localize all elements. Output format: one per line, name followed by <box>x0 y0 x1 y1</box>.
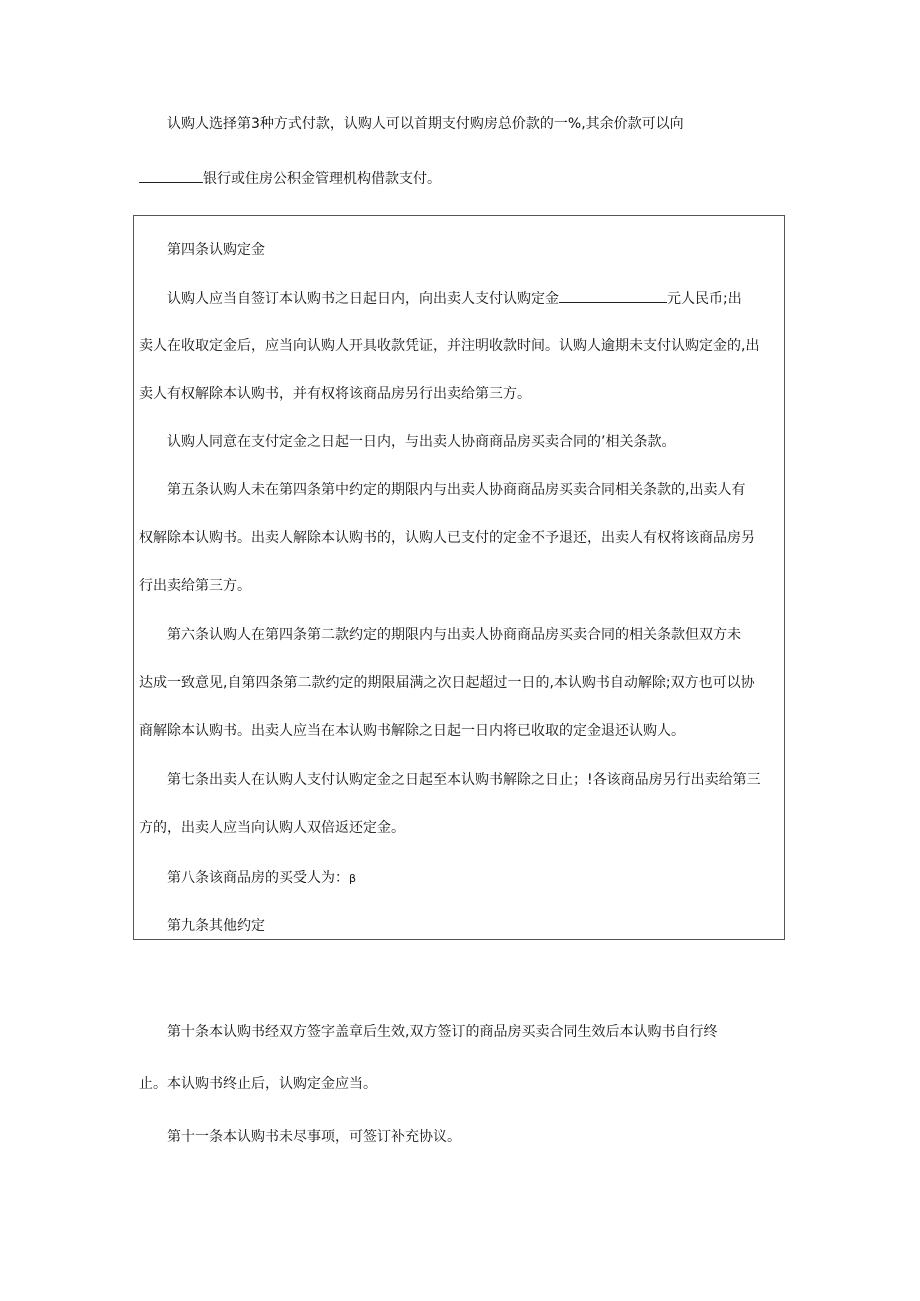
article-4-para-1-line-2: 卖人在收取定金后，应当向认购人开具收款凭证，并注明收款时间。认购人逾期未支付认购定金的,出 <box>139 338 760 354</box>
article-7-line-2: 方的，出卖人应当向认购人双倍返还定金。 <box>139 820 405 836</box>
article-9: 第九条其他约定 <box>167 918 265 934</box>
intro-line-1: 认购人选择第3种方式付款，认购人可以首期支付购房总价款的一%,其余价款可以向 <box>167 116 684 132</box>
article-4-para-1-line-1 <box>167 288 742 309</box>
article-11: 第十一条本认购书未尽事项，可签订补充协议。 <box>167 1129 461 1145</box>
article-5-line-3: 行出卖给第三方。 <box>139 578 251 594</box>
article-5-line-1: 第五条认购人未在第四条第中约定的期限内与出卖人协商商品房买卖合同相关条款的,出卖人有 <box>167 482 746 498</box>
article-6-line-3: 商解除本认购书。出卖人应当在本认购书解除之日起一日内将已收取的定金退还认购人。 <box>139 723 685 739</box>
article-8-text: 第八条该商品房的买受人为： <box>167 870 349 886</box>
article-10-line-1: 第十条本认购书经双方签字盖章后生效,双方签订的商品房买卖合同生效后本认购书自行终 <box>167 1024 718 1040</box>
intro-line-2 <box>139 168 441 189</box>
article-6-line-1: 第六条认购人在第四条第二款约定的期限内与出卖人协商商品房买卖合同的相关条款但双方未 <box>167 627 741 643</box>
article-4-para-1-line-3: 卖人有权解除本认购书，并有权将该商品房另行出卖给第三方。 <box>139 386 531 402</box>
article-8 <box>167 868 356 889</box>
article-4-currency-text: 元人民币;出 <box>667 291 742 307</box>
intro-line-2-text: 银行或住房公积金管理机构借款支付。 <box>203 171 441 187</box>
article-5-line-2: 权解除本认购书。出卖人解除本认购书的，认购人已支付的定金不予退还，出卖人有权将该商品房另 <box>139 530 755 546</box>
article-10-line-2: 止。本认购书终止后，认购定金应当。 <box>139 1076 377 1092</box>
article-7-line-1: 第七条出卖人在认购人支付认购定金之日起至本认购书解除之日止；!各该商品房另行出卖给第三 <box>167 772 761 788</box>
bank-name-blank[interactable] <box>139 168 203 183</box>
article-4-deposit-text: 认购人应当自签订本认购书之日起日内，向出卖人支付认购定金 <box>167 291 559 307</box>
article-6-line-2: 达成一致意见,自第四条第二款约定的期限届满之次日起超过一日的,本认购书自动解除;双方也可以协 <box>139 675 755 691</box>
article-8-mark: β <box>349 872 357 885</box>
article-4-para-2: 认购人同意在支付定金之日起一日内，与出卖人协商商品房买卖合同的’相关条款。 <box>167 434 676 450</box>
deposit-amount-blank[interactable] <box>559 288 667 303</box>
article-4-title: 第四条认购定金 <box>167 242 265 258</box>
